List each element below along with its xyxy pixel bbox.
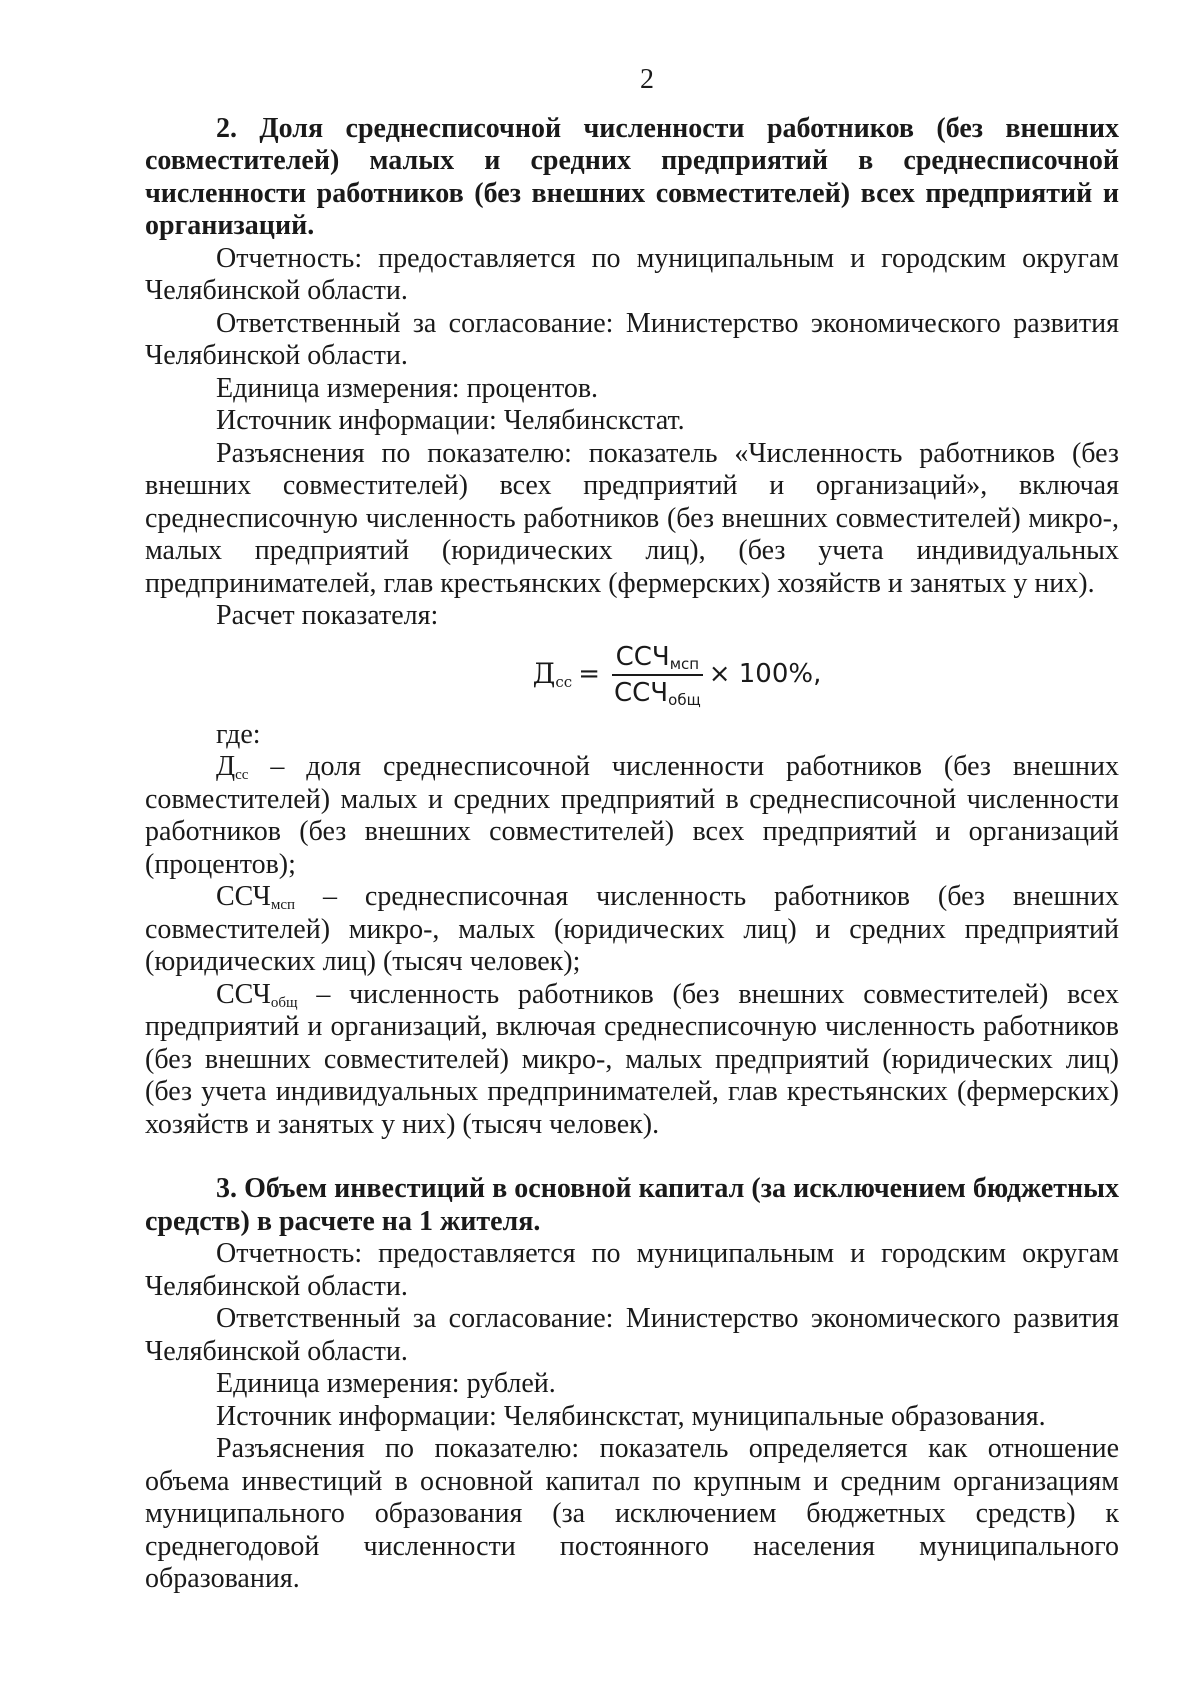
section-2-source: Источник информации: Челябинскстат.: [216, 405, 685, 436]
section-2-calc-label: Расчет показателя:: [216, 600, 439, 631]
section-spacer: [145, 1141, 1119, 1173]
definition-ssch-obsh: $ССЧ_{общ}$ – численность работников (без внешних совместителей) всех предприятий и организаций, включая среднесписочную численность работников (без внешних совместителей) микро-, малых предприятий (юридических лиц) (без учета индивидуальных предпринимателей, глав крестьянских (фермерских) хозяйств и занятых у них) (тысяч человек).: [145, 978, 1119, 1140]
definition-dss: $Д_{сс}$ – доля среднесписочной численности работников (без внешних совместителей) малых и средних предприятий в среднесписочной численности работников (без внешних совместителей) всех предприятий и организаций (процентов);: [145, 751, 1119, 880]
where-label: где:: [216, 718, 261, 750]
section-3-heading: 3. Объем инвестиций в основной капитал (за исключением бюджетных средств) в расчете на 1 жителя.: [145, 1173, 1119, 1237]
section-2-explanation: Разъяснения по показателю: показатель «Численность работников (без внешних совместителей) всех предприятий и организаций», включая среднесписочную численность работников (без внешних совместителей) микро-, малых предприятий (юридических лиц), (без учета индивидуальных предпринимателей, глав крестьянских (фермерских) хозяйств и занятых у них).: [145, 437, 1119, 599]
section-2-unit: Единица измерения: процентов.: [216, 372, 599, 404]
section-3-responsible: Ответственный за согласование: Министерство экономического развития Челябинской области.: [145, 1303, 1119, 1367]
formula-denominator: $ССЧ_{общ}$: [614, 677, 701, 709]
page-number: 2: [640, 64, 654, 95]
section-2-heading: 2. Доля среднесписочной численности работников (без внешних совместителей) малых и средних предприятий в среднесписочной численности работников (без внешних совместителей) всех предприятий и организаций.: [145, 112, 1119, 241]
section-3-explanation: Разъяснения по показателю: показатель определяется как отношение объема инвестиций в основной капитал по крупным и средним организациям муниципального образования (за исключением бюджетных средств) к среднегодовой численности постоянного населения муниципального образования.: [145, 1433, 1119, 1594]
section-3-unit: Единица измерения: рублей.: [216, 1368, 556, 1399]
section-3-reporting: Отчетность: предоставляется по муниципальным и городским округам Челябинской области.: [145, 1238, 1119, 1302]
formula-lhs: $Д_{сс}$: [532, 657, 573, 692]
section-3-source: Источник информации: Челябинскстат, муниципальные образования.: [216, 1400, 1046, 1432]
formula-fraction: [612, 640, 703, 710]
formula-numerator: $ССЧ_{мсп}$: [615, 641, 700, 673]
formula: [145, 635, 1119, 715]
formula-equals: =: [578, 659, 600, 690]
definition-ssch-msp: $ССЧ_{мсп}$ – среднесписочная численность работников (без внешних совместителей) микро-, малых (юридических лиц) и средних предприятий (юридических лиц) (тысяч человек);: [145, 881, 1119, 977]
formula-multiplier: × 100%,: [708, 659, 822, 690]
section-2-responsible: Ответственный за согласование: Министерство экономического развития Челябинской области.: [145, 307, 1119, 371]
section-2-reporting: Отчетность: предоставляется по муниципальным и городским округам Челябинской области.: [145, 242, 1119, 306]
